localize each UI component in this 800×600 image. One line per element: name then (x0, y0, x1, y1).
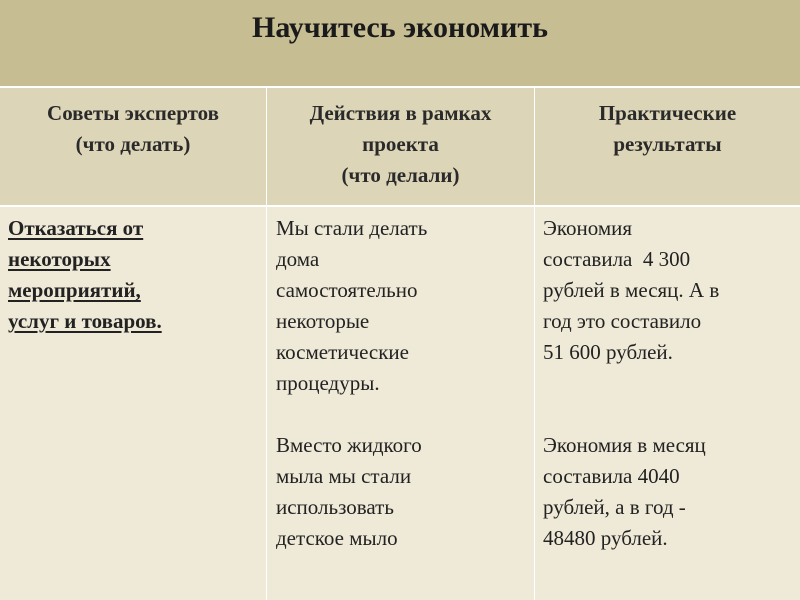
header-line: (что делать) (75, 132, 191, 156)
action-line: самостоятельно (276, 278, 418, 302)
advice-line: Отказаться от (8, 216, 144, 240)
paragraph-gap (276, 399, 524, 430)
header-line: Советы экспертов (47, 101, 219, 125)
action-line: мыла мы стали (276, 464, 412, 488)
header-line: Действия в рамках (309, 101, 492, 125)
title-bar (0, 0, 800, 88)
action-line: косметические (276, 340, 409, 364)
paragraph-gap (543, 399, 790, 430)
action-line: использовать (276, 495, 394, 519)
result-line: 48480 рублей. (543, 526, 668, 550)
advice-line: некоторых (8, 247, 111, 271)
body-cell-advice (0, 207, 266, 600)
result-line: составила 4040 (543, 464, 680, 488)
action-line: процедуры. (276, 371, 380, 395)
slide-title: Научитесь экономить (251, 11, 548, 44)
paragraph-gap (543, 368, 790, 399)
body-cell-results (535, 207, 800, 600)
header-cell-advice (0, 88, 266, 205)
advice-line: услуг и товаров. (8, 309, 162, 333)
table-column-advice (0, 88, 266, 600)
header-line: Практические (598, 101, 737, 125)
result-line: рублей в месяц. А в (543, 278, 720, 302)
result-line: Экономия в месяц (543, 433, 706, 457)
header-divider (0, 205, 800, 207)
result-line: 51 600 рублей. (543, 340, 673, 364)
result-line: год это составило (543, 309, 702, 333)
table-column-results (534, 88, 800, 600)
header-line: (что делали) (341, 163, 460, 187)
result-line: рублей, а в год - (543, 495, 686, 519)
result-line: составила 4 300 (543, 247, 691, 271)
header-cell-results (535, 88, 800, 205)
table-column-actions (266, 88, 534, 600)
result-line: Экономия (543, 216, 633, 240)
action-line: дома (276, 247, 320, 271)
action-line: некоторые (276, 309, 370, 333)
body-cell-actions (267, 207, 534, 600)
header-line: результаты (613, 132, 722, 156)
action-line: Мы стали делать (276, 216, 428, 240)
advice-line: мероприятий, (8, 278, 141, 302)
header-line: проекта (362, 132, 439, 156)
header-cell-actions (267, 88, 534, 205)
savings-table (0, 88, 800, 600)
action-line: детское мыло (276, 526, 398, 550)
action-line: Вместо жидкого (276, 433, 422, 457)
